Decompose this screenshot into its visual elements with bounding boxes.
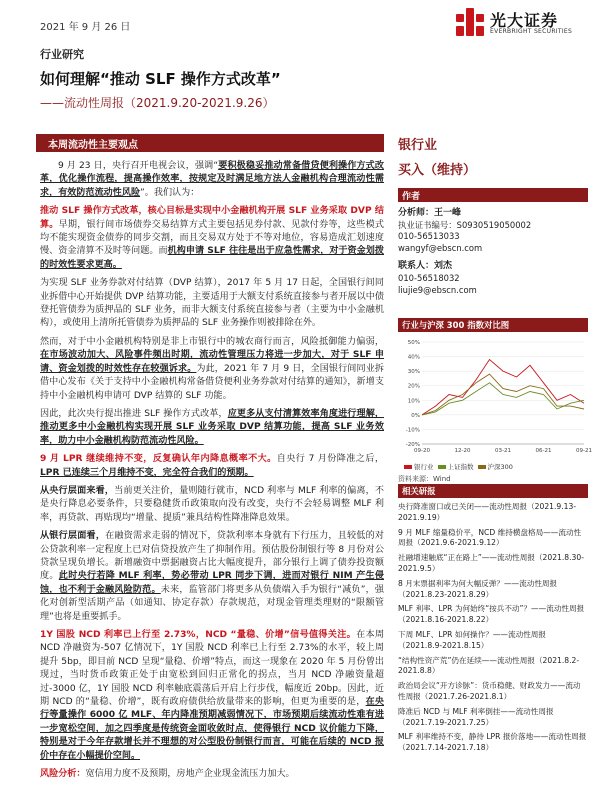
report-date: 2021 年 9 月 26 日 bbox=[40, 22, 131, 33]
key-point: 9 月 LPR 继续维持不变，反复确认年内降息概率不大。 bbox=[40, 454, 277, 465]
paragraph bbox=[40, 277, 384, 331]
everbright-logo-icon bbox=[456, 8, 484, 36]
text-emphasis: 在市场波动加大、风险事件频出时期，流动性管理压力将进一步加大，对于 SLF 申请、资金划拨的时效性存在较强诉求。 bbox=[40, 350, 384, 374]
analyst-phone: 010-56513033 bbox=[398, 231, 460, 242]
x-tick-label: 09-21 bbox=[576, 448, 592, 454]
text-emphasis: 应更多从支付清算效率角度进行理解，推动更多中小金融机构实现开展 SLF 业务采取 DVP 结算功能，提高 SLF 业务效率，助力中小金融机构防范流动性风险。 bbox=[40, 408, 384, 446]
paragraph bbox=[40, 453, 384, 480]
x-tick-label: 12-20 bbox=[454, 448, 471, 454]
text: 9 月 23 日，央行召开电视会议，强调“ bbox=[58, 161, 219, 171]
author-block bbox=[398, 208, 588, 296]
y-tick-label: 10% bbox=[407, 398, 420, 405]
paragraph bbox=[40, 160, 384, 200]
text-bold: 从央行层面来看， bbox=[40, 485, 115, 496]
y-tick-label: 50% bbox=[407, 340, 420, 346]
paragraph bbox=[40, 336, 384, 403]
section-header bbox=[36, 134, 384, 152]
analyst-name: 分析师：王一峰 bbox=[398, 208, 462, 218]
paragraph bbox=[40, 629, 384, 763]
paragraph bbox=[40, 205, 384, 272]
x-tick-label: 03-21 bbox=[495, 448, 511, 454]
text: 在融资需求走弱的情况下，贷款利率本身就有下行压力，且较低的对公贷款利率一定程度上已对信贷投放产生了抑制作用。预估股份制银行等 8 月份对公贷款呈现负增长。新增融资中票据融资占比大幅度提升，部分银行上调了债券投资额度。 bbox=[40, 531, 384, 582]
text: 为此，2021 年 7 月 9 日，全国银行间同业拆借中心发布《关于支持中小金融机构常备借贷便利业务券款对付结算的通知》，新增支持中小金融机构申请可 DVP 结算的 SLF 功能。 bbox=[40, 363, 384, 401]
legend-label: 沪深300 bbox=[487, 463, 513, 471]
section-title: 本周流动性主要观点 bbox=[48, 140, 138, 151]
related-report-link[interactable]: “结构性资产荒”仍在延续——流动性周报（2021.8.2-2021.8.8） bbox=[398, 655, 580, 676]
text-emphasis: 在央行等量操作 6000 亿 MLF、年内降准预期减弱情况下，市场预期后续流动性难有进一步宽松空间，加之四季度是传统资金面收敛时点，使得银行 NCD 议价能力下降，特别是对于今年存款增长并不理想的对公型股份制银行而言，可能在后续的 NCD 报价中存在小幅提价空间。 bbox=[40, 697, 384, 761]
company-logo bbox=[456, 6, 576, 40]
y-tick-label: 30% bbox=[407, 369, 420, 376]
related-report-link[interactable]: 降准后 NCD 与 MLF 利率倒挂——流动性周报（2021.7.19-2021.7.25） bbox=[398, 706, 554, 727]
legend-swatch bbox=[438, 465, 446, 469]
chart-title: 行业与沪深 300 指数对比图 bbox=[398, 318, 588, 332]
y-tick-label: 0% bbox=[411, 412, 420, 419]
logo-text-en: EVERBRIGHT SECURITIES bbox=[490, 28, 573, 35]
series-line-银行业 bbox=[422, 360, 584, 415]
y-tick-label: -10% bbox=[405, 427, 420, 434]
text: 未来，监管部门将更多从负债端入手为银行“减负”，强化对创新型活期产品（如通知、协定存款）存款规范，对现金管理类理财的“限额管理”也将是重要抓手。 bbox=[40, 584, 384, 622]
key-point: 1Y 国股 NCD 利率已上行至 2.73%，NCD “量稳、价增”信号值得关注。 bbox=[40, 630, 357, 640]
related-report-link[interactable]: 下周 MLF、LPR 如何操作？——流动性周报（2021.8.9-2021.8.15） bbox=[398, 629, 546, 650]
legend-label: 银行业 bbox=[414, 463, 434, 471]
report-title: 如何理解“推动 SLF 操作方式改革” bbox=[40, 70, 281, 88]
text-bold: 从银行层面看， bbox=[40, 531, 106, 542]
related-report-link[interactable]: 社融增速触底“正在路上”——流动性周报（2021.8.30-2021.9.5） bbox=[398, 553, 584, 573]
text: 然而，对于中小金融机构特别是非上市银行中的城农商行而言，风险抵御能力偏弱， bbox=[40, 336, 384, 347]
related-report-link[interactable]: MLF 利率维持不变，静待 LPR 报价落地——流动性周报（2021.7.14-2021.7.18） bbox=[398, 732, 587, 753]
paragraph bbox=[40, 768, 384, 781]
key-point: 推动 SLF 操作方式改革，核心目标是实现中小金融机构开展 SLF 业务采取 DVP 结算。 bbox=[40, 206, 384, 230]
text: 因此，此次央行提出推进 SLF 操作方式改革， bbox=[40, 408, 228, 419]
rating: 买入（维持） bbox=[398, 163, 477, 178]
logo-text-cn: 光大证券 bbox=[490, 11, 559, 30]
report-category: 行业研究 bbox=[40, 48, 84, 61]
analyst-cert: 执业证书编号：S0930519050002 bbox=[398, 219, 532, 230]
text: 自央行 7 月份降准之后， bbox=[276, 454, 384, 465]
x-tick-label: 09-20 bbox=[414, 448, 430, 454]
y-tick-label: 20% bbox=[407, 383, 420, 390]
text: 在本周 NCD 净融资为-507 亿情况下，1Y 国股 NCD 利率已上行至 2.73%的水平，较上周提升 5bp，即目前 NCD 呈现“量稳、价增”特点，而这一现象在 2020 年 5 月份曾出现过，当时货币政策正处于由宽松到回归正常化的拐点，当月 NCD 净融资量超过-3000 亿，1Y 国股 NCD 利率触底震荡后开启上行步伐，幅度近 20bp。因此，近期 NCD 的“量稳、价增”，既有政府债供给放量带来的影响，但更为重要的是， bbox=[40, 630, 384, 708]
contact-name: 联系人：刘杰 bbox=[398, 261, 453, 272]
chart-legend bbox=[400, 462, 513, 471]
related-report-link[interactable]: 政治局会议“开方诊脉”：货币稳健、财政发力——流动性周报（2021.7.26-2021.8.1） bbox=[398, 681, 581, 701]
y-tick-label: -20% bbox=[405, 442, 420, 448]
report-subtitle: ——流动性周报（2021.9.20-2021.9.26） bbox=[40, 96, 275, 110]
paragraph bbox=[40, 408, 384, 448]
main-body bbox=[40, 160, 384, 786]
text-emphasis: LPR 已连续三个月维持不变，完全符合我们的预期。 bbox=[40, 467, 254, 478]
analyst-email[interactable]: wangyf@ebscn.com bbox=[398, 242, 483, 253]
author-header: 作者 bbox=[398, 188, 588, 202]
text: 当前更关注价，量则随行就市，NCD 利率与 MLF 利率的偏离，不是央行降息必要条件，只要稳健货币政策取向没有改变，央行不会轻易调整 MLF 利率，再贷款、再贴现均“增量、提质”兼具结构性降准降息效果。 bbox=[40, 485, 384, 523]
related-reports bbox=[398, 502, 588, 758]
text: ”。我们认为： bbox=[140, 187, 200, 198]
related-header: 相关研报 bbox=[398, 484, 588, 498]
paragraph bbox=[40, 530, 384, 624]
legend-label: 上证指数 bbox=[447, 463, 474, 471]
related-report-link[interactable]: 央行降准窗口或已关闭——流动性周报（2021.9.13-2021.9.19） bbox=[398, 502, 577, 522]
related-report-link[interactable]: MLF 利率、LPR 为何始终“按兵不动”？——流动性周报（2021.8.16-2021.8.22） bbox=[398, 604, 585, 625]
legend-swatch bbox=[404, 465, 412, 469]
x-tick-label: 06-21 bbox=[535, 448, 552, 454]
sidebar bbox=[398, 134, 588, 296]
related-report-link[interactable]: 9 月 MLF 缩量稳价平，NCD 维持横盘格局——流动性周报（2021.9.6-2021.9.12） bbox=[398, 527, 582, 548]
text-emphasis: 此时央行若降 MLF 利率，势必带动 LPR 同步下调，进而对银行 NIM 产生侵蚀，也不利于金融风险防范。 bbox=[40, 571, 384, 595]
text-emphasis: 要积极稳妥推动常备借贷便利操作方式改革，优化操作流程，提高操作效率，按规定及时满足地方法人金融机构合理流动性需求，有效防范流动性风险 bbox=[40, 161, 384, 198]
contact-email[interactable]: liujie9@ebscn.com bbox=[398, 284, 477, 295]
text: 早期，银行间市场债券交易结算方式主要包括见券付款、见款付券等，这些模式均不能实现资金债券的同步交割，而且交易双方处于不等对地位，容易造成汇划速度慢、资金清算不及时等问题。而 bbox=[40, 219, 384, 257]
y-tick-label: 40% bbox=[407, 354, 420, 361]
text: 为实现 SLF 业务券款对付结算（DVP 结算），2017 年 5 月 17 日起，全国银行间同业拆借中心开始提供 DVP 结算功能，主要适用于大额支付系统直接参与者开展以中债登托管债券为质押品的 SLF 业务，而非大额支付系统直接参与者（主要为中小金融机构），或使用上清所托管债券为质押品的 SLF 业务操作则被排除在外。 bbox=[40, 278, 384, 329]
key-point: 风险分析： bbox=[40, 769, 86, 780]
text-emphasis: 机构申请 SLF 往往是出于应急性需求，对于资金划拨的时效性要求更高。 bbox=[40, 246, 384, 270]
related-report-link[interactable]: 8 月末票据利率为何大幅反弹？——流动性周报（2021.8.23-2021.8.29） bbox=[398, 578, 558, 599]
text: 宽信用力度不及预期，房地产企业现金流压力加大。 bbox=[85, 769, 295, 780]
industry-name: 银行业 bbox=[398, 138, 438, 153]
legend-swatch bbox=[478, 465, 486, 469]
chart-source: 资料来源：Wind bbox=[398, 475, 451, 483]
contact-phone: 010-56518032 bbox=[398, 272, 460, 283]
paragraph bbox=[40, 485, 384, 525]
index-comparison-chart bbox=[398, 336, 592, 456]
